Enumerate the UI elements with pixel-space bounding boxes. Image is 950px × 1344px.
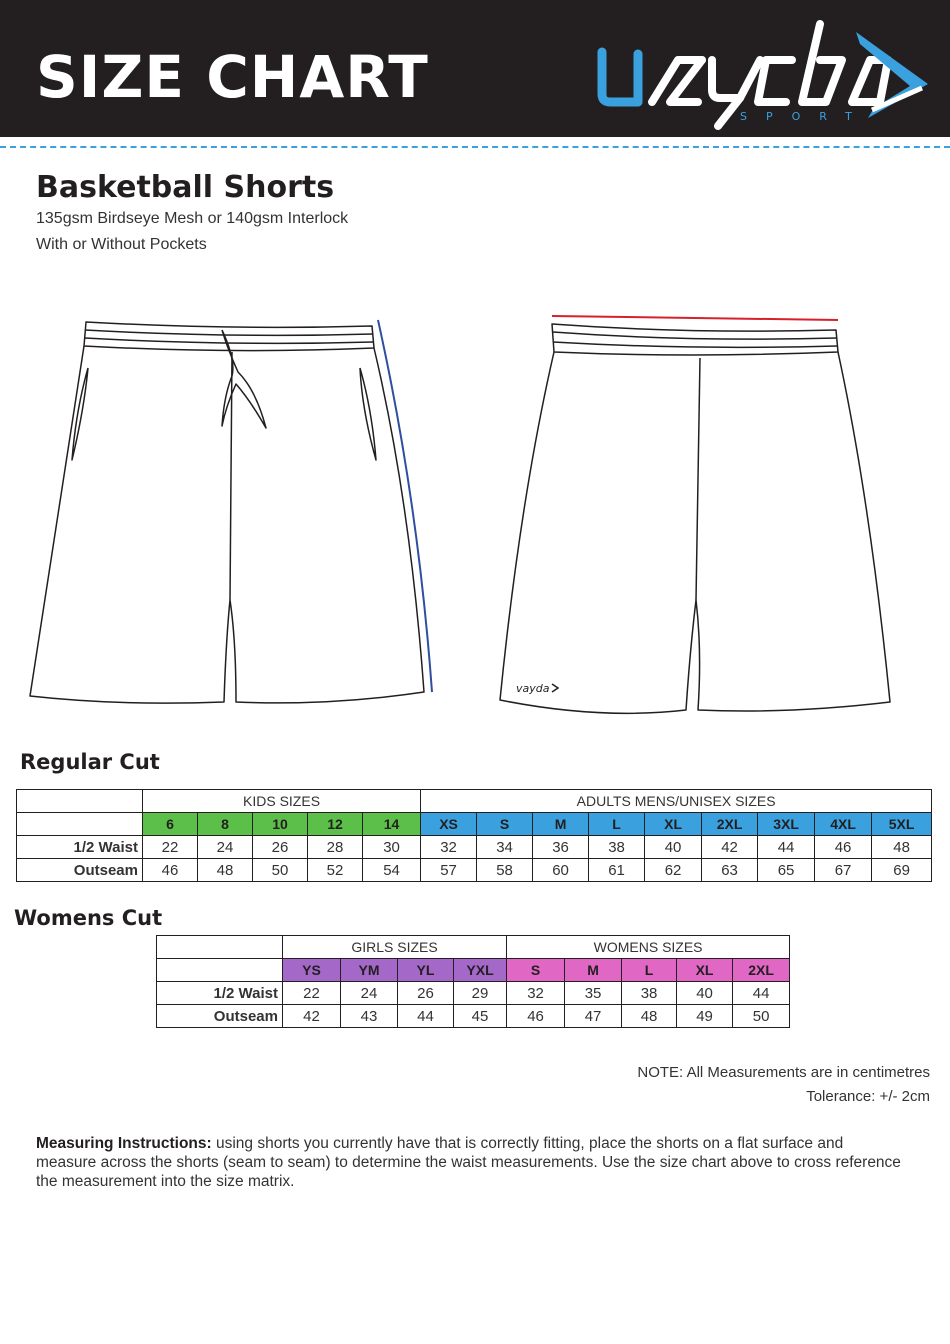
- value-cell: 46: [143, 859, 198, 882]
- value-cell: 62: [645, 859, 702, 882]
- header-banner: [0, 0, 950, 137]
- value-cell: 29: [454, 982, 507, 1005]
- value-cell: 40: [677, 982, 733, 1005]
- womens-cut-table: [156, 935, 790, 1028]
- value-cell: 32: [507, 982, 565, 1005]
- units-note: NOTE: All Measurements are in centimetres: [637, 1064, 930, 1081]
- regular-cut-table: [16, 789, 932, 882]
- size-cell: 14: [363, 813, 421, 836]
- value-cell: 45: [454, 1005, 507, 1028]
- size-cell: 4XL: [815, 813, 872, 836]
- value-cell: 30: [363, 836, 421, 859]
- dashed-divider: [0, 146, 950, 148]
- value-cell: 44: [733, 982, 790, 1005]
- shorts-back-illustration: [490, 300, 910, 720]
- size-cell: 2XL: [733, 959, 790, 982]
- waist-row: [157, 982, 790, 1005]
- outseam-label: Outseam: [157, 1005, 283, 1028]
- product-pockets-spec: With or Without Pockets: [36, 236, 207, 253]
- shorts-front-illustration: [0, 300, 470, 720]
- value-cell: 48: [622, 1005, 677, 1028]
- size-label-row: [157, 959, 790, 982]
- size-cell: XL: [645, 813, 702, 836]
- instructions-label: Measuring Instructions:: [36, 1135, 212, 1152]
- value-cell: 42: [283, 1005, 341, 1028]
- value-cell: 61: [589, 859, 645, 882]
- size-cell: S: [477, 813, 533, 836]
- page-title: SIZE CHART: [36, 43, 429, 111]
- outseam-label: Outseam: [17, 859, 143, 882]
- value-cell: 44: [758, 836, 815, 859]
- value-cell: 57: [421, 859, 477, 882]
- value-cell: 52: [308, 859, 363, 882]
- size-cell: XL: [677, 959, 733, 982]
- womens-cut-title: Womens Cut: [14, 906, 163, 930]
- value-cell: 26: [253, 836, 308, 859]
- regular-cut-title: Regular Cut: [20, 750, 160, 774]
- product-title: Basketball Shorts: [36, 170, 335, 205]
- product-fabric-spec: 135gsm Birdseye Mesh or 140gsm Interlock: [36, 210, 349, 227]
- value-cell: 50: [253, 859, 308, 882]
- waist-label: 1/2 Waist: [17, 836, 143, 859]
- value-cell: 32: [421, 836, 477, 859]
- value-cell: 42: [702, 836, 758, 859]
- size-cell: 12: [308, 813, 363, 836]
- value-cell: 47: [565, 1005, 622, 1028]
- value-cell: 36: [533, 836, 589, 859]
- value-cell: 54: [363, 859, 421, 882]
- adults-sizes-header: ADULTS MENS/UNISEX SIZES: [421, 790, 932, 813]
- value-cell: 34: [477, 836, 533, 859]
- size-cell: L: [589, 813, 645, 836]
- size-cell: M: [565, 959, 622, 982]
- value-cell: 22: [143, 836, 198, 859]
- value-cell: 22: [283, 982, 341, 1005]
- empty-cell: [157, 936, 283, 959]
- size-label-row: [17, 813, 932, 836]
- size-cell: 5XL: [872, 813, 932, 836]
- size-cell: YS: [283, 959, 341, 982]
- instructions-text: using shorts you currently have that is correctly fitting, place the shorts on a flat surface and measure across the shorts (seam to seam) to determine the waist measurements. Use the size chart above to cross reference the measurement into the size matrix.: [36, 1135, 901, 1190]
- empty-cell: [17, 790, 143, 813]
- value-cell: 46: [815, 836, 872, 859]
- brand-logo: [590, 14, 930, 132]
- value-cell: 63: [702, 859, 758, 882]
- size-cell: 2XL: [702, 813, 758, 836]
- size-cell: S: [507, 959, 565, 982]
- size-cell: YXL: [454, 959, 507, 982]
- tolerance-note: Tolerance: +/- 2cm: [806, 1088, 930, 1105]
- value-cell: 60: [533, 859, 589, 882]
- value-cell: 35: [565, 982, 622, 1005]
- value-cell: 44: [398, 1005, 454, 1028]
- value-cell: 65: [758, 859, 815, 882]
- value-cell: 46: [507, 1005, 565, 1028]
- kids-sizes-header: KIDS SIZES: [143, 790, 421, 813]
- womens-sizes-header: WOMENS SIZES: [507, 936, 790, 959]
- value-cell: 38: [622, 982, 677, 1005]
- size-cell: M: [533, 813, 589, 836]
- size-cell: YM: [341, 959, 398, 982]
- size-cell: 8: [198, 813, 253, 836]
- value-cell: 48: [872, 836, 932, 859]
- value-cell: 48: [198, 859, 253, 882]
- girls-sizes-header: GIRLS SIZES: [283, 936, 507, 959]
- size-cell: 6: [143, 813, 198, 836]
- group-header-row: [157, 936, 790, 959]
- value-cell: 67: [815, 859, 872, 882]
- size-cell: YL: [398, 959, 454, 982]
- value-cell: 28: [308, 836, 363, 859]
- value-cell: 58: [477, 859, 533, 882]
- group-header-row: [17, 790, 932, 813]
- value-cell: 50: [733, 1005, 790, 1028]
- empty-cell: [157, 959, 283, 982]
- value-cell: 49: [677, 1005, 733, 1028]
- value-cell: 69: [872, 859, 932, 882]
- size-cell: XS: [421, 813, 477, 836]
- empty-cell: [17, 813, 143, 836]
- size-cell: 3XL: [758, 813, 815, 836]
- outseam-row: [17, 859, 932, 882]
- value-cell: 38: [589, 836, 645, 859]
- value-cell: 24: [341, 982, 398, 1005]
- waist-label: 1/2 Waist: [157, 982, 283, 1005]
- value-cell: 40: [645, 836, 702, 859]
- size-cell: 10: [253, 813, 308, 836]
- value-cell: 24: [198, 836, 253, 859]
- logo-subtext: SPORT: [740, 110, 871, 123]
- size-cell: L: [622, 959, 677, 982]
- value-cell: 26: [398, 982, 454, 1005]
- measuring-instructions: [36, 1134, 906, 1191]
- value-cell: 43: [341, 1005, 398, 1028]
- outseam-row: [157, 1005, 790, 1028]
- waist-row: [17, 836, 932, 859]
- back-logo-chevron-icon: [552, 684, 558, 692]
- back-logo-print: vayda: [516, 682, 550, 695]
